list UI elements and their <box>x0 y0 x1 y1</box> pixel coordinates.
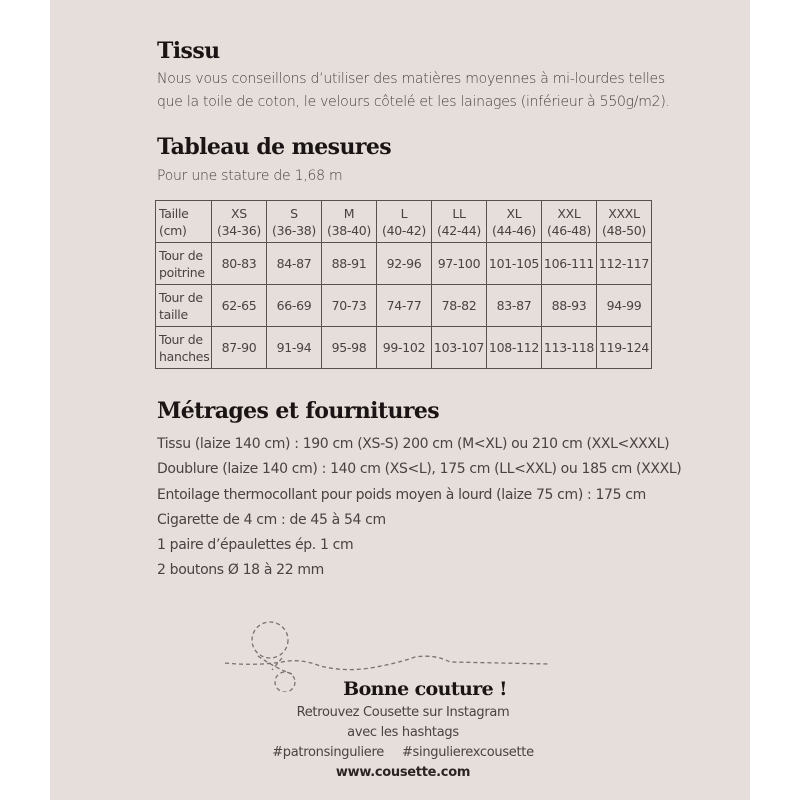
footer-website-link[interactable]: www.cousette.com <box>335 765 471 780</box>
hashtag-link[interactable]: #singulierexcousette <box>401 745 534 760</box>
measurement-cell: 92-96 <box>377 243 432 285</box>
supply-item: 2 boutons Ø 18 à 22 mm <box>157 562 324 579</box>
row-label-cell <box>156 243 212 285</box>
size-chart-header-row <box>156 201 652 243</box>
size-range: (36-38) <box>272 222 316 238</box>
measurement-cell: 97-100 <box>432 243 487 285</box>
size-name: XXXL <box>608 205 640 221</box>
measurement-cell: 94-99 <box>597 285 652 327</box>
supplies-title: Métrages et fournitures <box>157 398 440 424</box>
row-label-line: poitrine <box>159 264 205 280</box>
measurement-cell: 113-118 <box>542 327 597 369</box>
measurement-cell: 70-73 <box>322 285 377 327</box>
measurement-cell: 88-91 <box>322 243 377 285</box>
measurement-cell: 88-93 <box>542 285 597 327</box>
supplies-list <box>157 432 681 584</box>
measurement-cell: 99-102 <box>377 327 432 369</box>
row-label-line: Tour de <box>159 247 203 263</box>
size-name: L <box>400 205 408 221</box>
measurement-cell: 78-82 <box>432 285 487 327</box>
size-chart-table <box>155 200 652 369</box>
measurement-cell: 95-98 <box>322 327 377 369</box>
measurement-cell: 91-94 <box>267 327 322 369</box>
measurement-cell: 74-77 <box>377 285 432 327</box>
size-range: (40-42) <box>382 222 426 238</box>
row-label-line: hanches <box>159 348 210 364</box>
measurement-cell: 62-65 <box>212 285 267 327</box>
size-header-cell <box>377 201 432 243</box>
measurements-subtitle: Pour une stature de 1,68 m <box>157 168 343 184</box>
measurement-cell: 119-124 <box>597 327 652 369</box>
measurement-cell: 87-90 <box>212 327 267 369</box>
footer-hashtags-intro: avec les hashtags <box>347 725 459 740</box>
supply-item: 1 paire d’épaulettes ép. 1 cm <box>157 537 354 554</box>
size-header-cell <box>432 201 487 243</box>
footer-instagram-line: Retrouvez Cousette sur Instagram <box>296 705 510 720</box>
fabric-text-line-1: Nous vous conseillons d’utiliser des matières moyennes à mi-lourdes telles <box>157 71 665 87</box>
measurement-cell: 103-107 <box>432 327 487 369</box>
size-range: (42-44) <box>437 222 481 238</box>
row-label-line: Tour de <box>159 289 203 305</box>
measurement-cell: 112-117 <box>597 243 652 285</box>
supply-item: Doublure (laize 140 cm) : 140 cm (XS<L), 175 cm (LL<XXL) ou 185 cm (XXXL) <box>157 461 682 478</box>
row-label-line: taille <box>159 306 188 322</box>
header-label-line: Taille <box>159 205 189 221</box>
measurement-cell: 66-69 <box>267 285 322 327</box>
size-range: (38-40) <box>327 222 371 238</box>
measurement-cell: 83-87 <box>487 285 542 327</box>
row-label-line: Tour de <box>159 331 203 347</box>
fabric-title: Tissu <box>157 38 220 64</box>
size-header-cell <box>487 201 542 243</box>
size-range: (34-36) <box>217 222 261 238</box>
size-name: XS <box>231 205 247 221</box>
size-header-cell <box>267 201 322 243</box>
size-chart-row-hips <box>156 327 652 369</box>
measurement-cell: 80-83 <box>212 243 267 285</box>
footer-hashtags <box>3 745 800 760</box>
measurement-cell: 106-111 <box>542 243 597 285</box>
size-header-cell <box>322 201 377 243</box>
size-name: XL <box>506 205 522 221</box>
size-range: (44-46) <box>492 222 536 238</box>
size-name: S <box>290 205 298 221</box>
size-name: LL <box>452 205 466 221</box>
supply-item: Tissu (laize 140 cm) : 190 cm (XS-S) 200 cm (M<XL) ou 210 cm (XXL<XXXL) <box>157 436 670 452</box>
hashtag-link[interactable]: #patronsinguliere <box>272 745 384 760</box>
size-header-cell <box>597 201 652 243</box>
size-header-cell <box>542 201 597 243</box>
size-chart-row-chest <box>156 243 652 285</box>
measurement-cell: 84-87 <box>267 243 322 285</box>
size-name: M <box>343 205 355 221</box>
row-label-cell <box>156 285 212 327</box>
footer-title: Bonne couture ! <box>343 678 507 700</box>
measurement-cell: 101-105 <box>487 243 542 285</box>
size-range: (48-50) <box>602 222 646 238</box>
size-name: XXL <box>557 205 581 221</box>
row-label-cell <box>156 327 212 369</box>
header-label-cell <box>156 201 212 243</box>
fabric-text-line-2: que la toile de coton, le velours côtelé et les lainages (inférieur à 550g/m2). <box>157 94 670 110</box>
supply-item: Cigarette de 4 cm : de 45 à 54 cm <box>157 511 386 528</box>
measurement-cell: 108-112 <box>487 327 542 369</box>
size-chart-row-waist <box>156 285 652 327</box>
size-range: (46-48) <box>547 222 591 238</box>
measurements-title: Tableau de mesures <box>157 134 392 160</box>
size-header-cell <box>212 201 267 243</box>
supply-item: Entoilage thermocollant pour poids moyen à lourd (laize 75 cm) : 175 cm <box>157 486 646 503</box>
header-label-line: (cm) <box>159 222 187 238</box>
